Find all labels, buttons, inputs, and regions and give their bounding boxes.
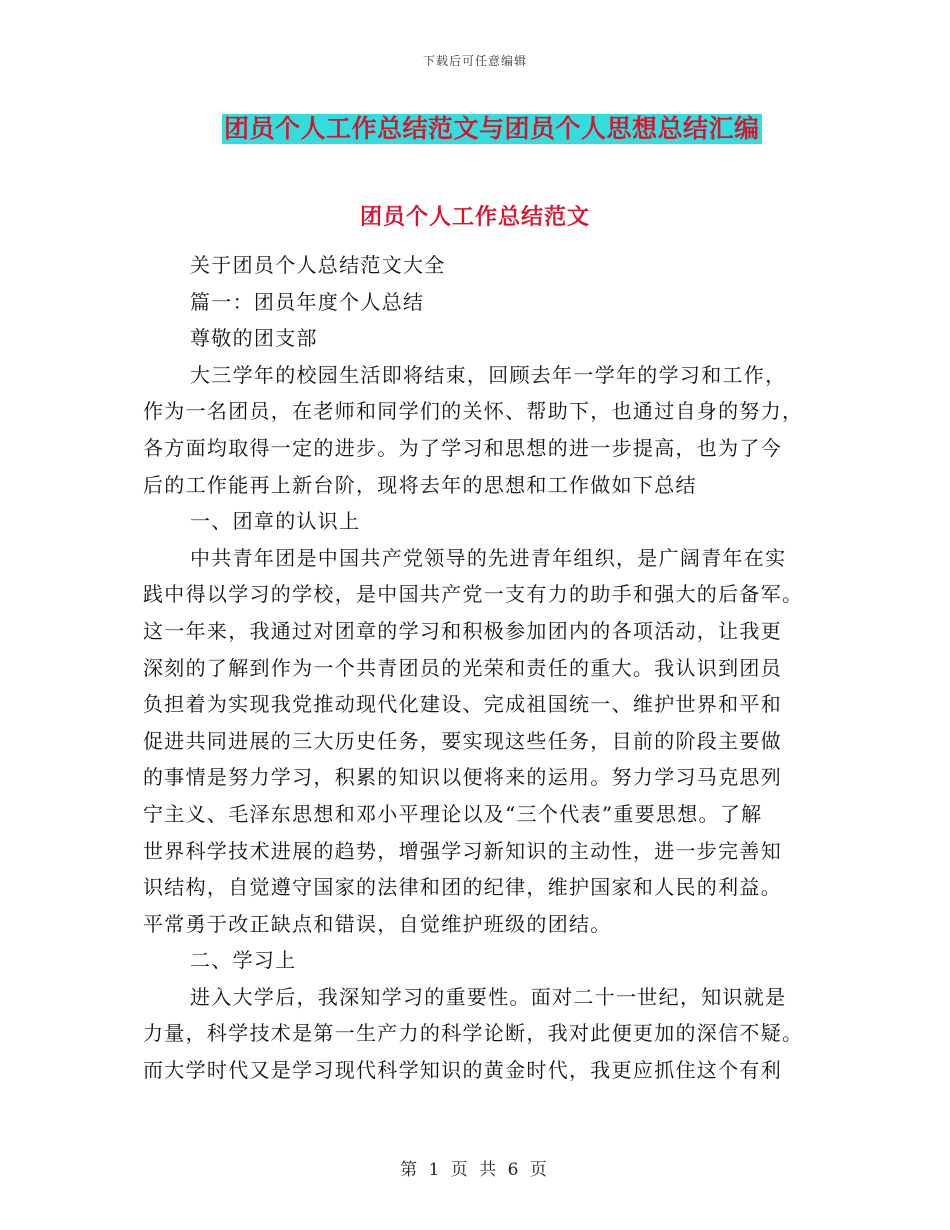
document-title: 团员个人工作总结范文与团员个人思想总结汇编 — [224, 114, 760, 143]
paragraph-line: 作为一名团员，在老师和同学们的关怀、帮助下，也通过自身的努力， — [143, 399, 804, 424]
paragraph-line: 宁主义、毛泽东思想和邓小平理论以及“三个代表”重要思想。了解 — [143, 801, 763, 826]
paragraph-line: 世界科学技术进展的趋势，增强学习新知识的主动性，进一步完善知 — [143, 838, 782, 863]
paragraph-line: 大三学年的校园生活即将结束，回顾去年一学年的学习和工作， — [190, 362, 787, 387]
paragraph-line: 识结构，自觉遵守国家的法律和团的纪律，维护国家和人民的利益。 — [143, 875, 782, 900]
paragraph-line: 中共青年团是中国共产党领导的先进青年组织，是广阔青年在实 — [190, 545, 787, 570]
paragraph-line: 进入大学后，我深知学习的重要性。面对二十一世纪，知识就是 — [190, 984, 787, 1009]
paragraph-line: 篇一：团员年度个人总结 — [190, 289, 425, 314]
paragraph-line: 平常勇于改正缺点和错误，自觉维护班级的团结。 — [143, 911, 612, 936]
section-title: 团员个人工作总结范文 — [359, 205, 590, 230]
paragraph-line: 尊敬的团支部 — [190, 326, 318, 351]
paragraph-line: 一、团章的认识上 — [190, 509, 361, 534]
paragraph-line: 践中得以学习的学校，是中国共产党一支有力的助手和强大的后备军。 — [143, 582, 804, 607]
paragraph-line: 力量，科学技术是第一生产力的科学论断，我对此便更加的深信不疑。 — [143, 1021, 804, 1046]
paragraph-line: 负担着为实现我党推动现代化建设、完成祖国统一、维护世界和平和 — [143, 692, 782, 717]
page-footer: 第 1 页 共 6 页 — [400, 1160, 550, 1180]
paragraph-line: 关于团员个人总结范文大全 — [190, 253, 446, 277]
paragraph-line: 深刻的了解到作为一个共青团员的光荣和责任的重大。我认识到团员 — [143, 655, 782, 680]
body-text — [143, 247, 808, 1089]
paragraph-line: 这一年来，我通过对团章的学习和积极参加团内的各项活动，让我更 — [143, 618, 782, 643]
paragraph-line: 各方面均取得一定的进步。为了学习和思想的进一步提高，也为了今 — [143, 435, 782, 460]
paragraph-line: 二、学习上 — [190, 948, 297, 973]
paragraph-line: 后的工作能再上新台阶，现将去年的思想和工作做如下总结 — [143, 472, 697, 497]
paragraph-line: 而大学时代又是学习现代科学知识的黄金时代，我更应抓住这个有利 — [143, 1058, 782, 1083]
header-note: 下载后可任意编辑 — [422, 54, 527, 68]
paragraph-line: 的事情是努力学习，积累的知识以便将来的运用。努力学习马克思列 — [143, 765, 782, 790]
paragraph-line: 促进共同进展的三大历史任务，要实现这些任务，目前的阶段主要做 — [143, 728, 782, 753]
